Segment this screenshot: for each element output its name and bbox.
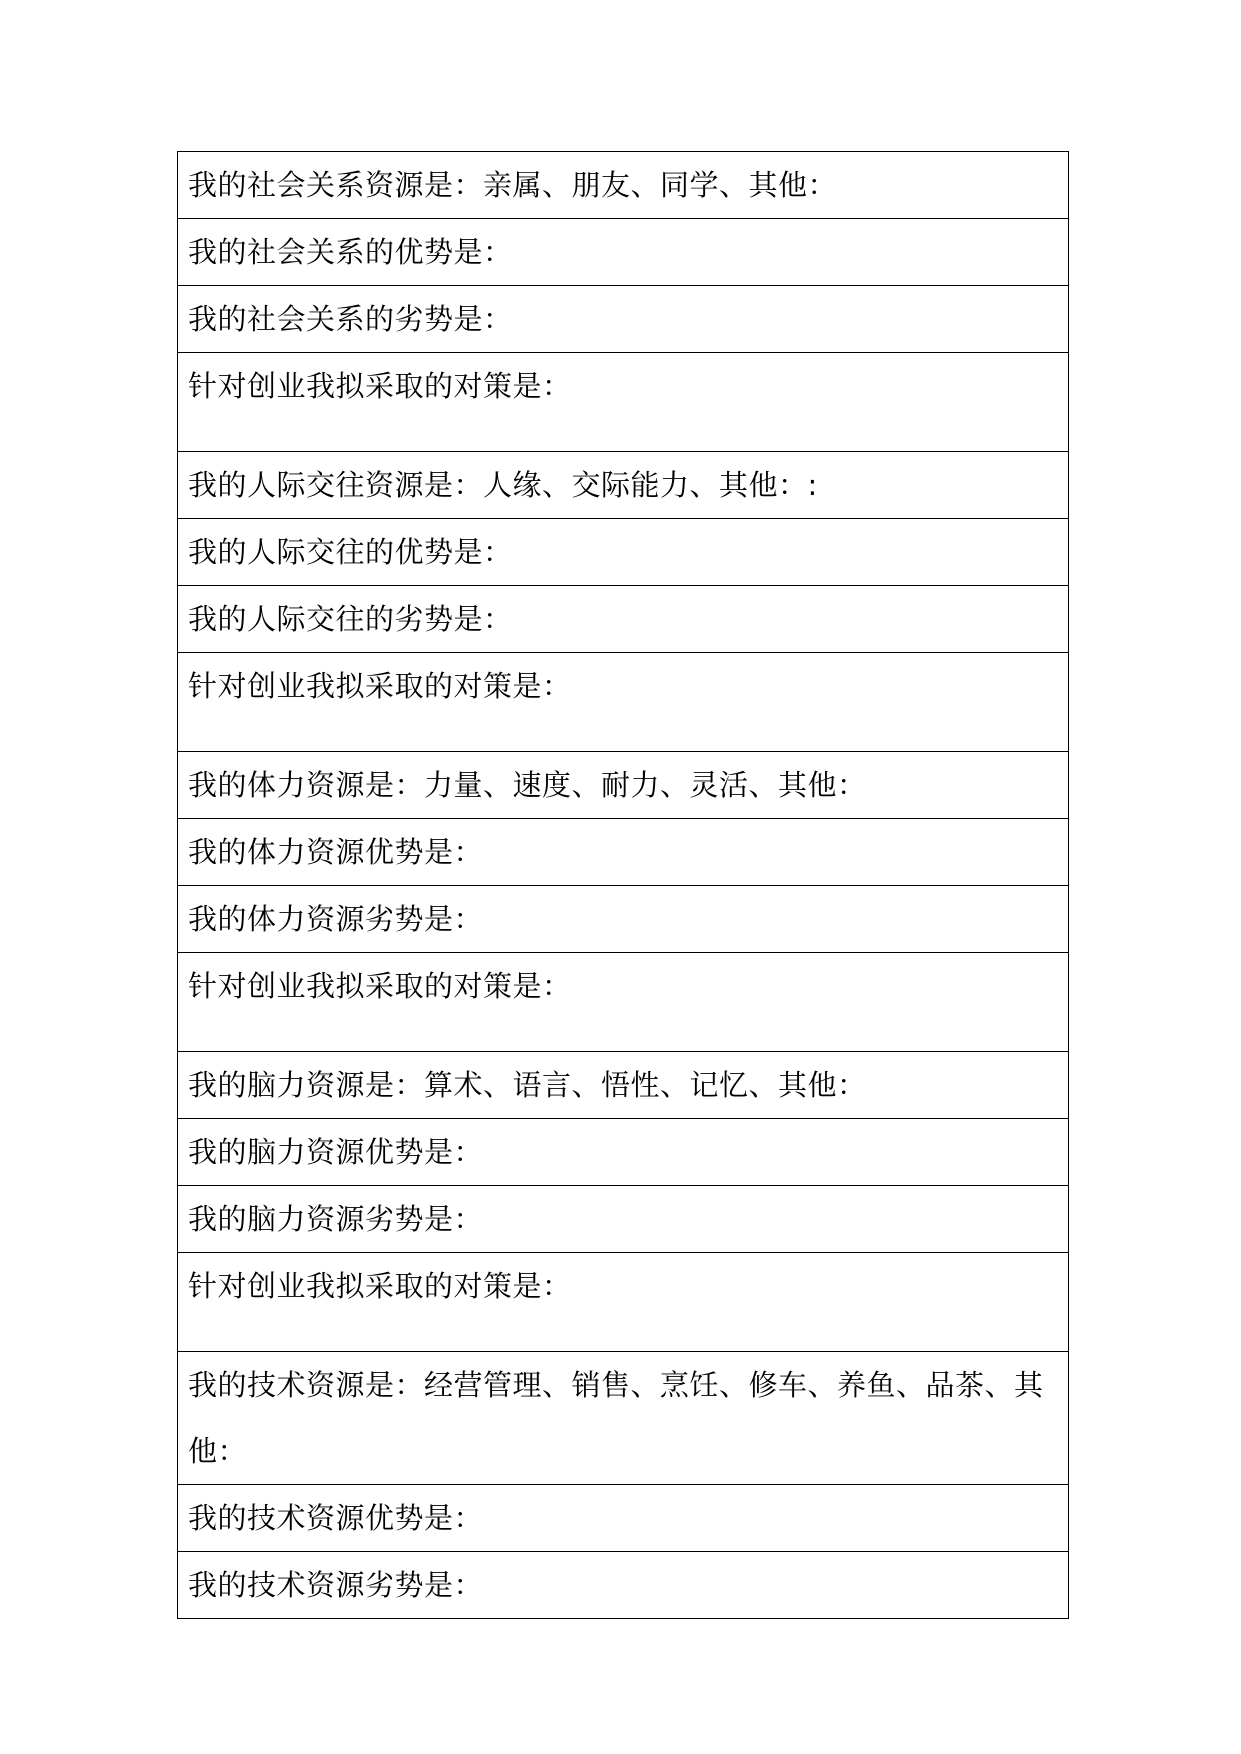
physical-weaknesses-cell: 我的体力资源劣势是： — [178, 886, 1069, 953]
table-row — [178, 286, 1069, 353]
physical-strengths-cell: 我的体力资源优势是： — [178, 819, 1069, 886]
physical-strategy-cell: 针对创业我拟采取的对策是： — [178, 953, 1069, 1052]
table-row — [178, 1485, 1069, 1552]
table-row — [178, 452, 1069, 519]
social-strengths-cell: 我的社会关系的优势是： — [178, 219, 1069, 286]
technical-resources-cell: 我的技术资源是：经营管理、销售、烹饪、修车、养鱼、品茶、其他： — [178, 1352, 1069, 1485]
mental-resources-cell: 我的脑力资源是：算术、语言、悟性、记忆、其他： — [178, 1052, 1069, 1119]
technical-strengths-cell: 我的技术资源优势是： — [178, 1485, 1069, 1552]
table-row — [178, 219, 1069, 286]
table-row — [178, 586, 1069, 653]
table-row — [178, 953, 1069, 1052]
interpersonal-resources-cell: 我的人际交往资源是：人缘、交际能力、其他：: — [178, 452, 1069, 519]
mental-weaknesses-cell: 我的脑力资源劣势是： — [178, 1186, 1069, 1253]
social-strategy-cell: 针对创业我拟采取的对策是： — [178, 353, 1069, 452]
table-row — [178, 1552, 1069, 1619]
table-row — [178, 886, 1069, 953]
self-assessment-table — [177, 151, 1069, 1619]
table-row — [178, 1052, 1069, 1119]
interpersonal-strengths-cell: 我的人际交往的优势是： — [178, 519, 1069, 586]
table-row — [178, 1253, 1069, 1352]
social-weaknesses-cell: 我的社会关系的劣势是： — [178, 286, 1069, 353]
interpersonal-strategy-cell: 针对创业我拟采取的对策是： — [178, 653, 1069, 752]
interpersonal-weaknesses-cell: 我的人际交往的劣势是： — [178, 586, 1069, 653]
social-resources-cell: 我的社会关系资源是：亲属、朋友、同学、其他： — [178, 152, 1069, 219]
table-row — [178, 819, 1069, 886]
table-row — [178, 1352, 1069, 1485]
table-row — [178, 653, 1069, 752]
table-row — [178, 152, 1069, 219]
table-row — [178, 752, 1069, 819]
table-row — [178, 1119, 1069, 1186]
physical-resources-cell: 我的体力资源是：力量、速度、耐力、灵活、其他： — [178, 752, 1069, 819]
table-row — [178, 1186, 1069, 1253]
mental-strategy-cell: 针对创业我拟采取的对策是： — [178, 1253, 1069, 1352]
mental-strengths-cell: 我的脑力资源优势是： — [178, 1119, 1069, 1186]
technical-weaknesses-cell: 我的技术资源劣势是： — [178, 1552, 1069, 1619]
table-row — [178, 353, 1069, 452]
table-row — [178, 519, 1069, 586]
